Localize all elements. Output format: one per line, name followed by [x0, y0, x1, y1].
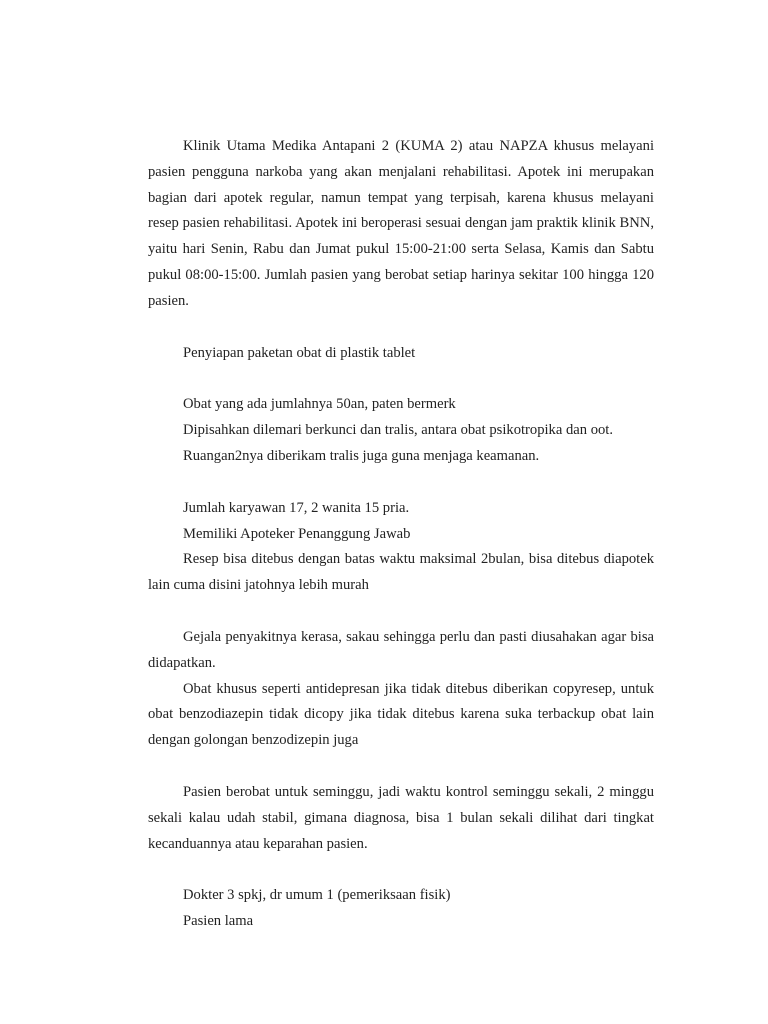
paragraph-obat-khusus: Obat khusus seperti antidepresan jika tidak ditebus diberikan copyresep, untuk obat benzodiazepin tidak dicopy jika tidak ditebus karena suka terbackup obat lain dengan golongan benzodizepin juga — [148, 680, 654, 749]
paragraph-gap — [148, 754, 654, 780]
paragraph-gejala: Gejala penyakitnya kerasa, sakau sehingga perlu dan pasti diusahakan agar bisa didapatkan. — [148, 628, 654, 671]
paragraph-apoteker: Memiliki Apoteker Penanggung Jawab — [183, 525, 411, 542]
paragraph-obat-jumlah: Obat yang ada jumlahnya 50an, paten bermerk — [183, 396, 456, 413]
document-body — [148, 134, 654, 935]
paragraph-dokter: Dokter 3 spkj, dr umum 1 (pemeriksaan fisik) — [183, 887, 451, 904]
paragraph-gap — [148, 315, 654, 341]
paragraph-klinik-intro: Klinik Utama Medika Antapani 2 (KUMA 2) atau NAPZA khusus melayani pasien pengguna narkoba yang akan menjalani rehabilitasi. Apotek ini merupakan bagian dari apotek regular, namun tempat yang terpisah, karena khusus melayani resep pasien rehabilitasi. Apotek ini beroperasi sesuai dengan jam praktik klinik BNN, yaitu hari Senin, Rabu dan Jumat pukul 15:00-21:00 serta Selasa, Kamis dan Sabtu pukul 08:00-15:00. Jumlah pasien yang berobat setiap harinya sekitar 100 hingga 120 pasien. — [148, 138, 654, 309]
paragraph-gap — [148, 470, 654, 496]
paragraph-dipisahkan: Dipisahkan dilemari berkunci dan tralis, antara obat psikotropika dan oot. — [183, 422, 613, 439]
paragraph-ruangan: Ruangan2nya diberikam tralis juga guna menjaga keamanan. — [183, 447, 540, 464]
paragraph-karyawan: Jumlah karyawan 17, 2 wanita 15 pria. — [183, 499, 410, 516]
paragraph-gap — [148, 366, 654, 392]
paragraph-gap — [148, 857, 654, 883]
paragraph-penyiapan: Penyiapan paketan obat di plastik tablet — [183, 344, 416, 361]
paragraph-pasien-lama: Pasien lama — [183, 913, 254, 930]
paragraph-pasien-berobat: Pasien berobat untuk seminggu, jadi waktu kontrol seminggu sekali, 2 minggu sekali kalau udah stabil, gimana diagnosa, bisa 1 bulan sekali dilihat dari tingkat kecanduannya atau keparahan pasien. — [148, 783, 654, 852]
paragraph-gap — [148, 599, 654, 625]
paragraph-resep: Resep bisa ditebus dengan batas waktu maksimal 2bulan, bisa ditebus diapotek lain cuma disini jatohnya lebih murah — [148, 551, 654, 594]
